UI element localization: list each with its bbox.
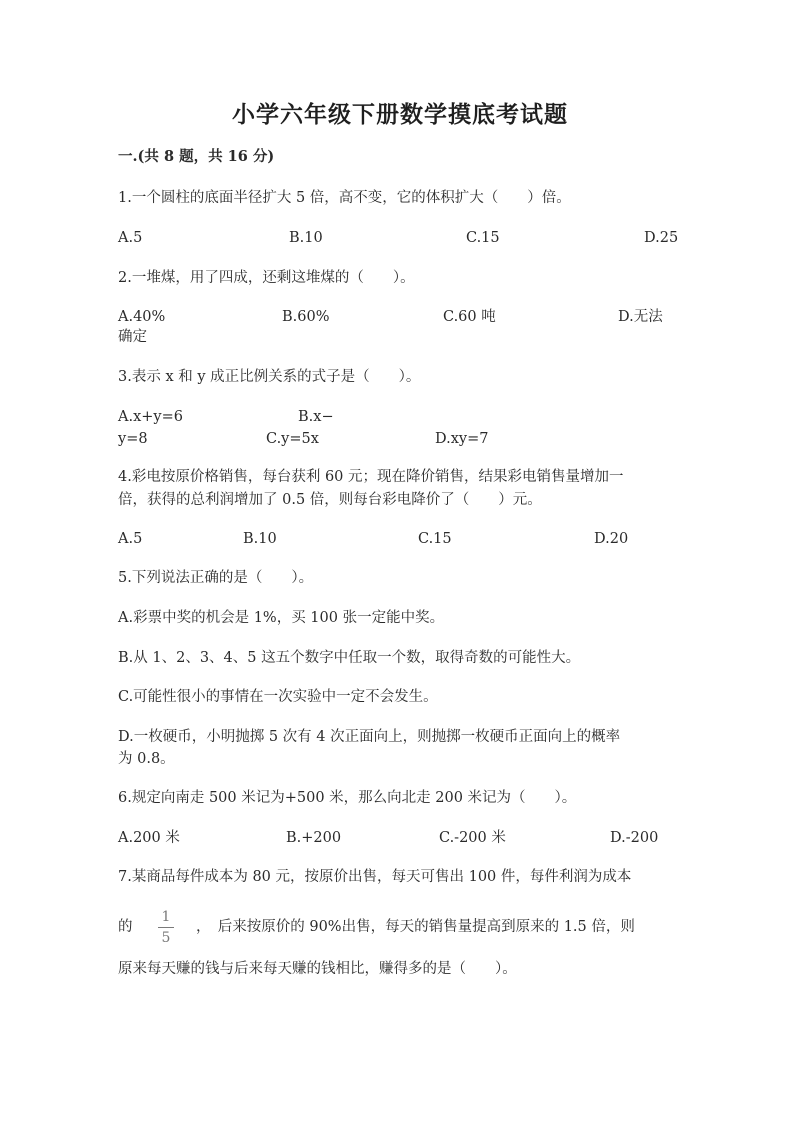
fraction-one-fifth [155, 909, 177, 946]
question-7-stem-line-2-prefix: 的 [118, 919, 133, 935]
question-7-stem-line-2: ， 后来按原价的 90%出售，每天的销售量提高到原来的 1.5 倍，则 [196, 919, 635, 935]
question-2-option-d-continuation: 确定 [118, 329, 147, 345]
page-title: 小学六年级下册数学摸底考试题 [232, 101, 568, 128]
question-5-option-b[interactable]: B.从 1、2、3、4、5 这五个数字中任取一个数，取得奇数的可能性大。 [118, 650, 581, 666]
question-4-stem-line-1: 4.彩电按原价格销售，每台获利 60 元；现在降价销售，结果彩电销售量增加一 [118, 469, 624, 485]
question-3-option-c[interactable]: C.y=5x [266, 431, 319, 447]
question-6-option-b[interactable]: B.+200 [286, 830, 342, 846]
question-3-option-d[interactable]: D.xy=7 [435, 431, 489, 447]
question-4-option-a[interactable]: A.5 [118, 531, 143, 547]
question-6-stem: 6.规定向南走 500 米记为+500 米，那么向北走 200 米记为（ ）。 [118, 790, 577, 806]
section-header: 一.(共 8 题，共 16 分) [118, 148, 275, 165]
question-2-option-a[interactable]: A.40% [118, 309, 166, 325]
question-1-option-b[interactable]: B.10 [289, 230, 323, 246]
question-3-stem: 3.表示 x 和 y 成正比例关系的式子是（ ）。 [118, 369, 421, 385]
question-3-option-b[interactable]: B.x− [298, 409, 334, 425]
question-1-option-d[interactable]: D.25 [644, 230, 679, 246]
question-3-option-b-continuation: y=8 [118, 431, 148, 447]
question-6-option-d[interactable]: D.-200 [610, 830, 659, 846]
question-5-stem: 5.下列说法正确的是（ ）。 [118, 570, 314, 586]
question-4-option-b[interactable]: B.10 [243, 531, 277, 547]
question-2-option-d[interactable]: D.无法 [618, 309, 663, 325]
question-7-stem-line-1: 7.某商品每件成本为 80 元，按原价出售，每天可售出 100 件，每件利润为成本 [118, 869, 632, 885]
question-7-stem-line-3: 原来每天赚的钱与后来每天赚的钱相比，赚得多的是（ ）。 [118, 961, 517, 977]
question-4-stem-line-2: 倍，获得的总利润增加了 0.5 倍，则每台彩电降价了（ ）元。 [118, 492, 542, 508]
fraction-bar [158, 927, 174, 928]
question-5-option-c[interactable]: C.可能性很小的事情在一次实验中一定不会发生。 [118, 689, 438, 705]
question-4-option-d[interactable]: D.20 [594, 531, 629, 547]
question-2-stem: 2.一堆煤，用了四成，还剩这堆煤的（ ）。 [118, 270, 415, 286]
question-6-option-c[interactable]: C.-200 米 [439, 830, 506, 846]
fraction-numerator: 1 [161, 909, 171, 925]
question-5-option-a[interactable]: A.彩票中奖的机会是 1%，买 100 张一定能中奖。 [118, 610, 445, 626]
question-1-option-a[interactable]: A.5 [118, 230, 143, 246]
question-5-option-d-line-2: 为 0.8。 [118, 751, 175, 767]
question-5-option-d-line-1[interactable]: D.一枚硬币，小明抛掷 5 次有 4 次正面向上，则抛掷一枚硬币正面向上的概率 [118, 729, 621, 745]
question-1-stem: 1.一个圆柱的底面半径扩大 5 倍，高不变，它的体积扩大（ ）倍。 [118, 190, 571, 206]
question-1-option-c[interactable]: C.15 [466, 230, 500, 246]
question-2-option-c[interactable]: C.60 吨 [443, 309, 496, 325]
question-4-option-c[interactable]: C.15 [418, 531, 452, 547]
question-2-option-b[interactable]: B.60% [282, 309, 330, 325]
question-3-option-a[interactable]: A.x+y=6 [118, 409, 183, 425]
question-6-option-a[interactable]: A.200 米 [118, 830, 180, 846]
fraction-denominator: 5 [161, 930, 171, 946]
